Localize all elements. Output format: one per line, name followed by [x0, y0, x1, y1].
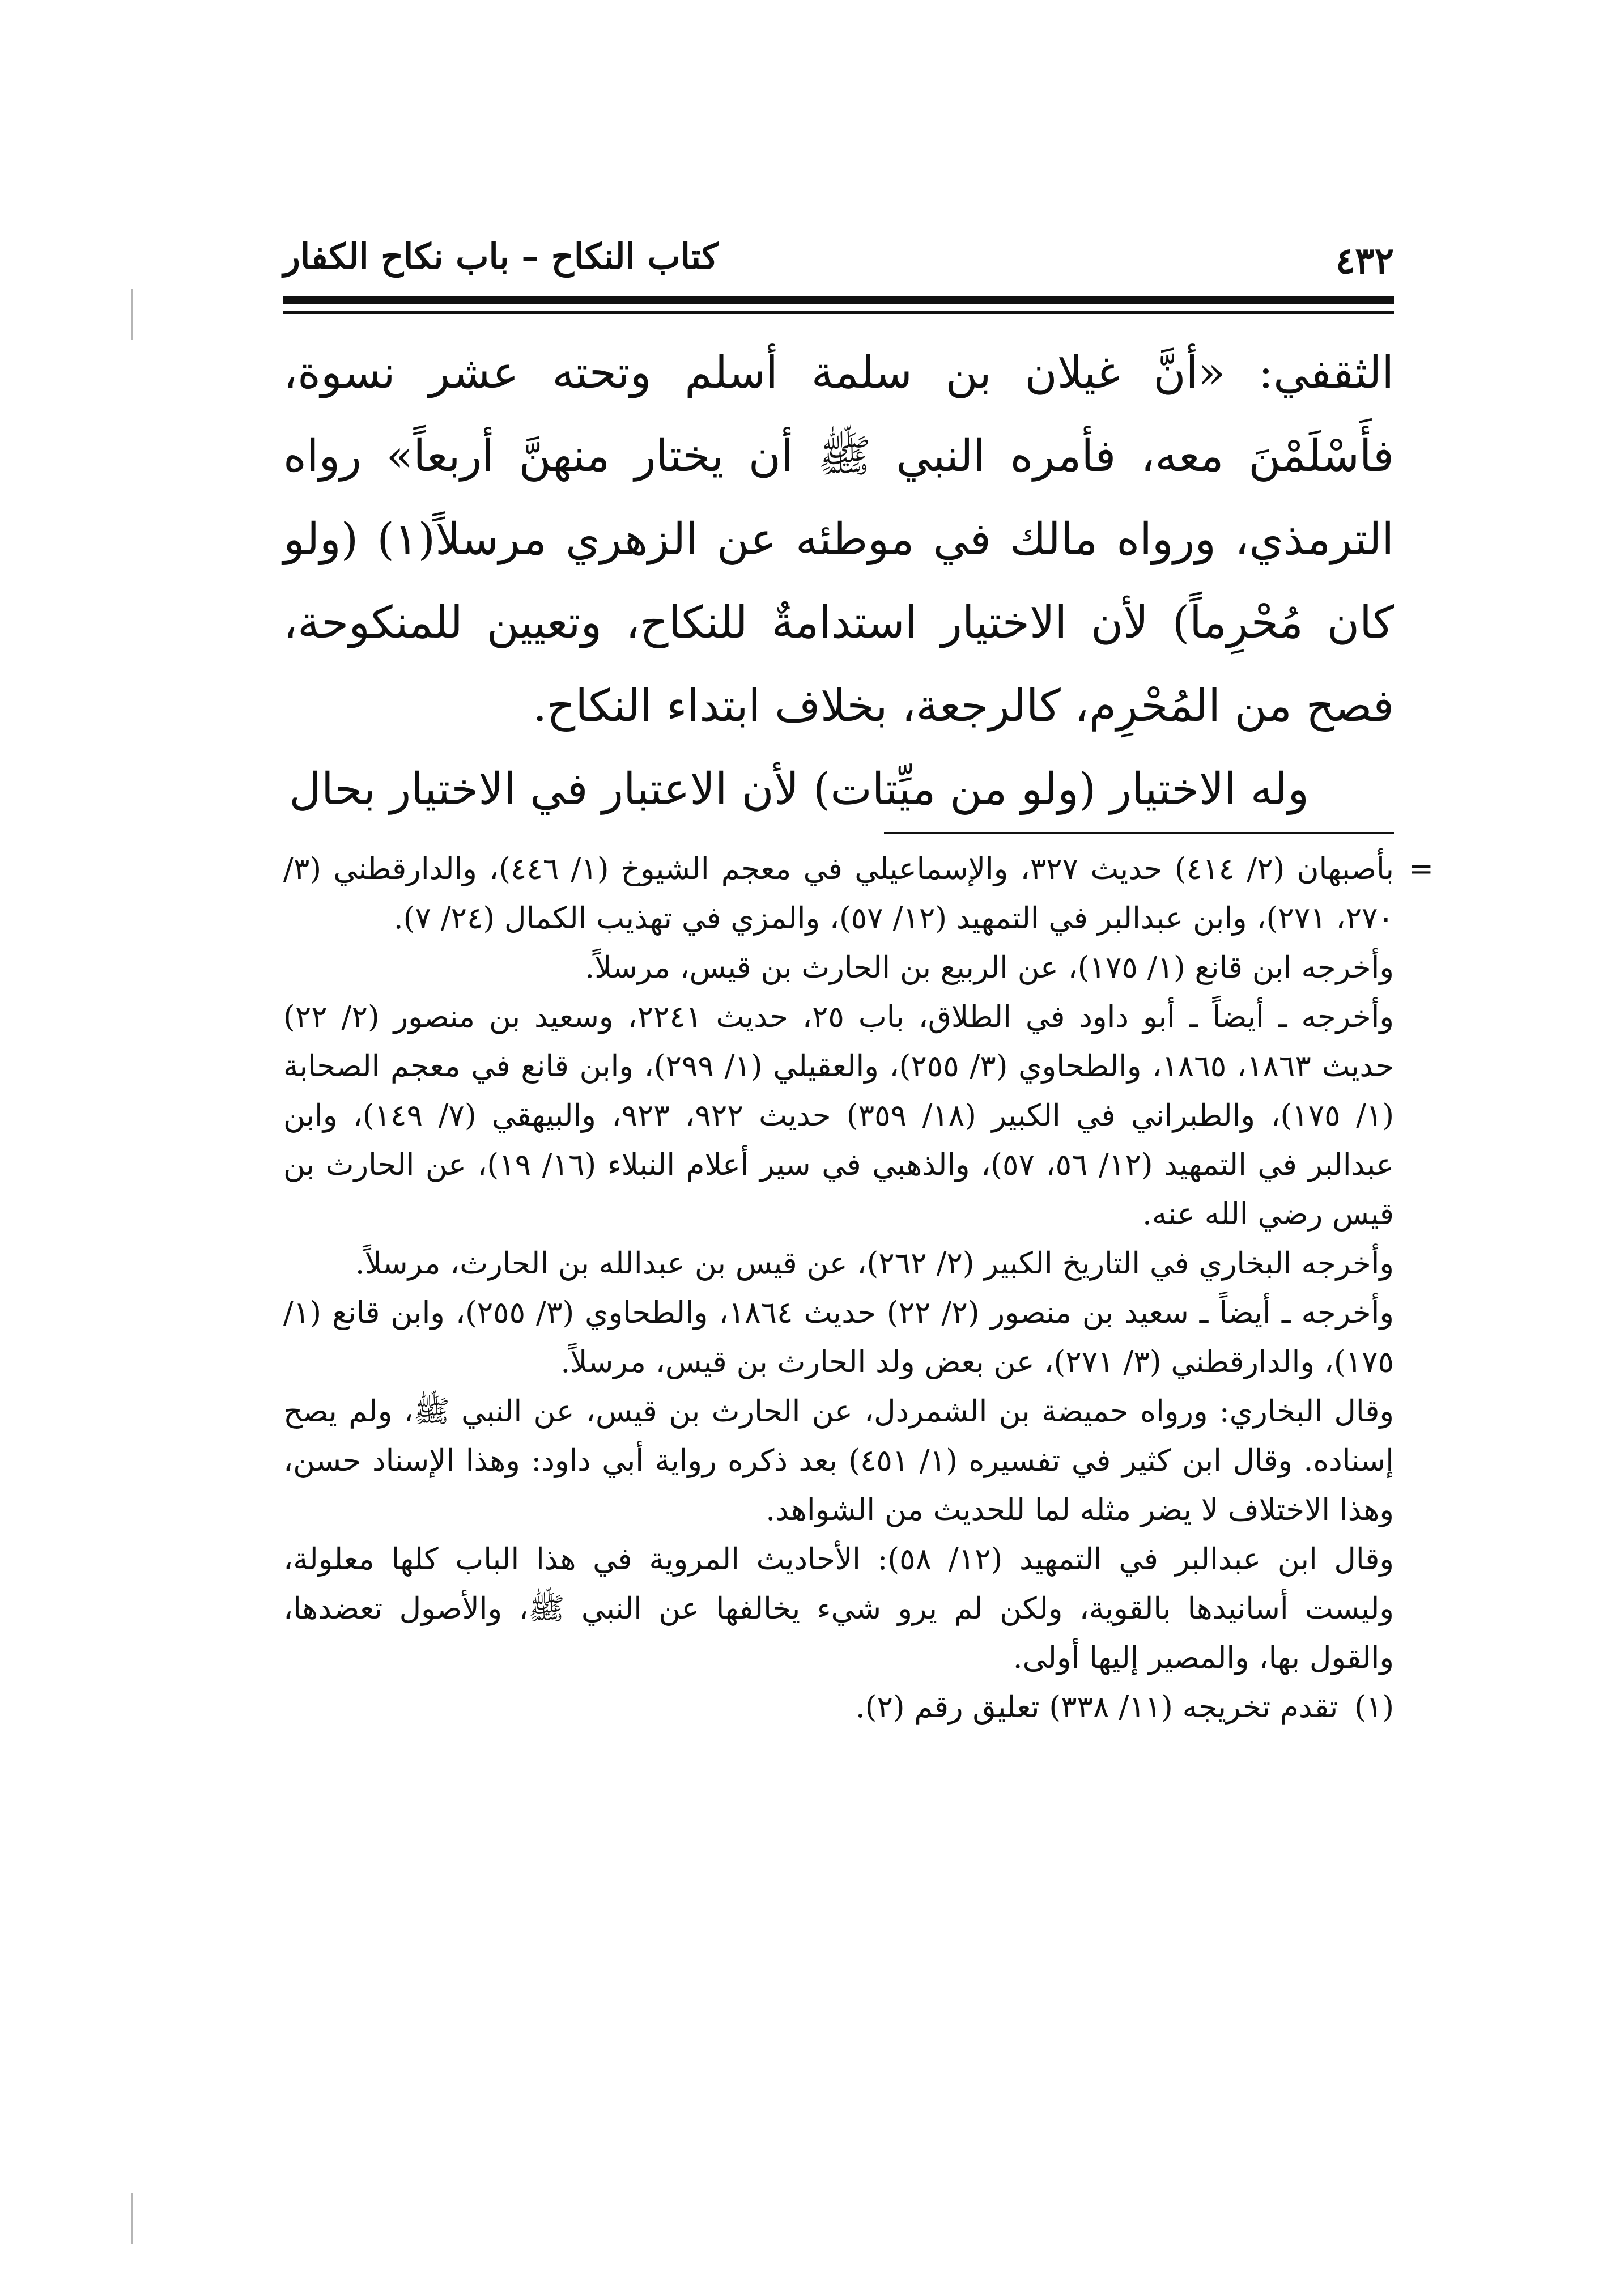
footnote-paragraph: وأخرجه ـ أيضاً ـ سعيد بن منصور (٢/ ٢٢) حديث ١٨٦٤، والطحاوي (٣/ ٢٥٥)، وابن قانع (١/ ١٧٥)، والدارقطني (٣/ ٢٧١)، عن بعض ولد الحارث بن قيس، مرسلاً. — [283, 1296, 1394, 1379]
continuation-mark: = — [1408, 852, 1434, 886]
header-rule-thin — [283, 311, 1394, 314]
footnote-text: بأصبهان (٢/ ٤١٤) حديث ٣٢٧، والإسماعيلي في معجم الشيوخ (١/ ٤٤٦)، والدارقطني (٣/ ٢٧٠، ٢٧١)، وابن عبدالبر في التمهيد (١٢/ ٥٧)، والمزي في تهذيب الكمال (٢٤/ ٧). — [283, 852, 1394, 936]
footnote-paragraph: وقال البخاري: ورواه حميضة بن الشمردل، عن الحارث بن قيس، عن النبي ﷺ، ولم يصح إسناده. وقال ابن كثير في تفسيره (١/ ٤٥١) بعد ذكره رواية أبي داود: وهذا الإسناد حسن، وهذا الاختلاف لا يضر مثله لما للحديث من الشواهد. — [283, 1394, 1394, 1527]
binding-mark-top — [131, 289, 133, 340]
footnote-paragraph: وأخرجه البخاري في التاريخ الكبير (٢/ ٢٦٢)، عن قيس بن عبدالله بن الحارث، مرسلاً. — [355, 1246, 1394, 1281]
page-header — [283, 231, 1394, 288]
binding-mark-bottom — [131, 2193, 133, 2244]
main-paragraph: وله الاختيار (ولو من ميِّتات) لأن الاعتبار في الاختيار بحال — [289, 764, 1309, 815]
running-title: كتاب النكاح – باب نكاح الكفار — [283, 236, 719, 277]
footnote-separator — [884, 832, 1394, 834]
footnote-paragraph: وقال ابن عبدالبر في التمهيد (١٢/ ٥٨): الأحاديث المروية في هذا الباب كلها معلولة، وليست أسانيدها بالقوية، ولكن لم يرو شيء يخالفها عن النبي ﷺ، والأصول تعضدها، والقول بها، والمصير إليها أولى. — [283, 1542, 1394, 1675]
footnote-number: (١) — [1354, 1690, 1394, 1725]
footnote-paragraph — [283, 844, 1434, 943]
header-rule-thick — [283, 296, 1394, 304]
main-paragraph: الثقفي: «أنَّ غيلان بن سلمة أسلم وتحته عشر نسوة، فأَسْلَمْنَ معه، فأمره النبي ﷺ أن يختار منهنَّ أربعاً» رواه الترمذي، ورواه مالك في موطئه عن الزهري مرسلاً(١) (ولو كان مُحْرِماً) لأن الاختيار استدامةٌ للنكاح، وتعيين للمنكوحة، فصح من المُحْرِم، كالرجعة، بخلاف ابتداء النكاح. — [283, 347, 1394, 732]
main-text — [283, 332, 1394, 831]
page-number: ٤٣٢ — [1335, 240, 1394, 282]
footnote-paragraph: وأخرجه ـ أيضاً ـ أبو داود في الطلاق، باب ٢٥، حديث ٢٢٤١، وسعيد بن منصور (٢/ ٢٢) حديث ١٨٦٣، ١٨٦٥، والطحاوي (٣/ ٢٥٥)، والعقيلي (١/ ٢٩٩)، وابن قانع في معجم الصحابة (١/ ١٧٥)، والطبراني في الكبير (١٨/ ٣٥٩) حديث ٩٢٢، ٩٢٣، والبيهقي (٧/ ١٤٩)، وابن عبدالبر في التمهيد (١٢/ ٥٦، ٥٧)، والذهبي في سير أعلام النبلاء (١٦/ ١٩)، عن الحارث بن قيس رضي الله عنه. — [283, 1000, 1395, 1232]
footnote-numbered — [283, 1683, 1394, 1732]
footnotes — [283, 844, 1434, 1732]
footnote-paragraph: وأخرجه ابن قانع (١/ ١٧٥)، عن الربيع بن الحارث بن قيس، مرسلاً. — [585, 950, 1394, 985]
footnote-text: تقدم تخريجه (١١/ ٣٣٨) تعليق رقم (٢). — [855, 1690, 1338, 1725]
